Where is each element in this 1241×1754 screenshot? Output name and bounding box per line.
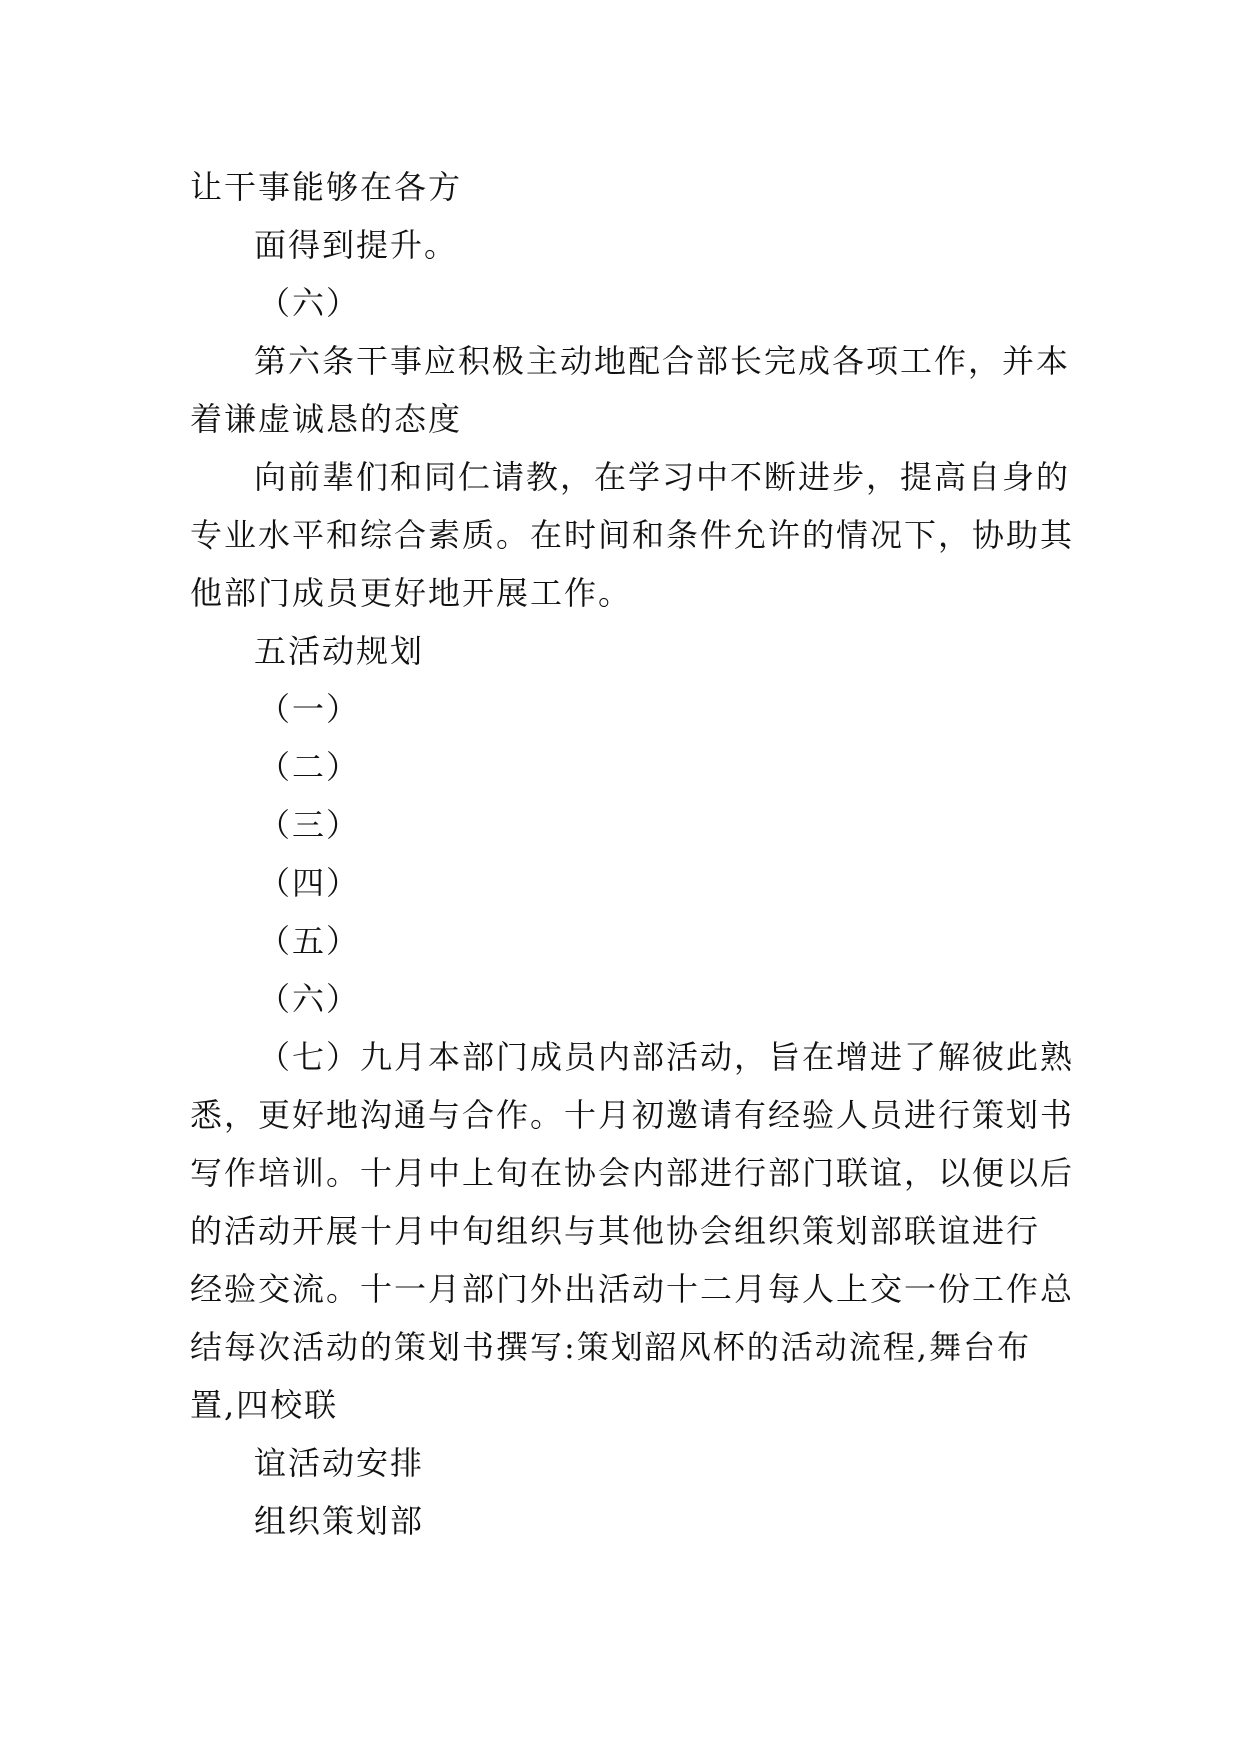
text-line: 组织策划部 <box>254 1502 425 1540</box>
text-line: （六） <box>258 284 361 322</box>
text-line: （五） <box>258 922 361 960</box>
text-line: 悉，更好地沟通与合作。十月初邀请有经验人员进行策划书 <box>190 1096 1075 1134</box>
text-line: （七）九月本部门成员内部活动，旨在增进了解彼此熟 <box>258 1038 1075 1076</box>
text-line: 的活动开展十月中旬组织与其他协会组织策划部联谊进行 <box>190 1212 1041 1250</box>
text-line: 谊活动安排 <box>254 1444 425 1482</box>
text-line: 面得到提升。 <box>254 226 459 264</box>
text-line: 他部门成员更好地开展工作。 <box>190 574 633 612</box>
text-line: 让干事能够在各方 <box>190 168 463 206</box>
text-line: 写作培训。十月中上旬在协会内部进行部门联谊，以便以后 <box>190 1154 1075 1192</box>
text-line: （六） <box>258 980 361 1018</box>
text-line: （二） <box>258 748 361 786</box>
text-line: 向前辈们和同仁请教，在学习中不断进步，提高自身的 <box>254 458 1071 496</box>
section-heading: 五活动规划 <box>254 632 425 670</box>
text-line: （三） <box>258 806 361 844</box>
text-line: 结每次活动的策划书撰写:策划韶风杯的活动流程,舞台布 <box>190 1328 1031 1366</box>
text-line: （一） <box>258 690 361 728</box>
text-line: 着谦虚诚恳的态度 <box>190 400 463 438</box>
text-line: 第六条干事应积极主动地配合部长完成各项工作，并本 <box>254 342 1071 380</box>
document-body <box>190 158 1075 1550</box>
text-line: 经验交流。十一月部门外出活动十二月每人上交一份工作总 <box>190 1270 1075 1308</box>
text-line: （四） <box>258 864 361 902</box>
text-line: 置,四校联 <box>190 1386 339 1424</box>
text-line: 专业水平和综合素质。在时间和条件允许的情况下，协助其 <box>190 516 1075 554</box>
